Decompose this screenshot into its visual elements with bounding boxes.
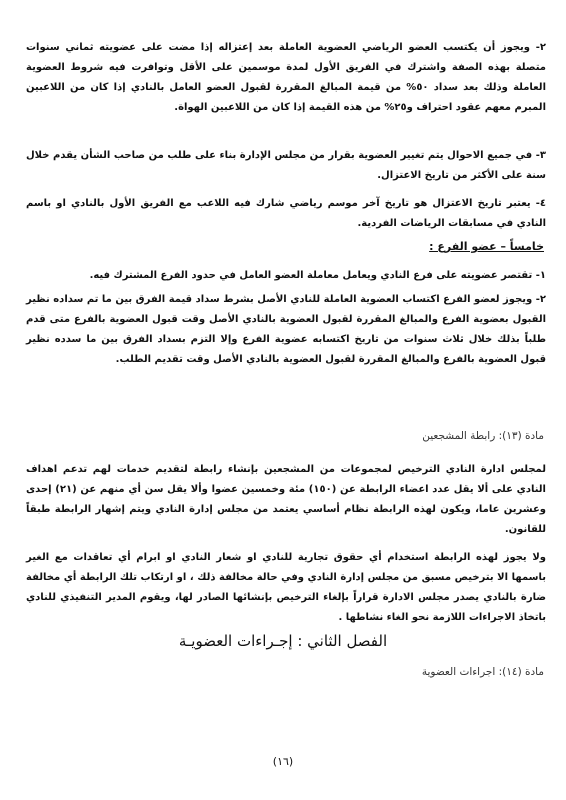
- membership-item-2: ٢- ويجوز أن يكتسب العضو الرياضي العضوية العاملة بعد إعتزاله إذا مضت على عضويته ثماني سنوات متصلة بهذه الصفة واشترك في الفريق الأول لمدة موسمين على الأقل وتوافرت فيه شروط العضوية العاملة وذلك بعد سداد ٥٠% من قيمة المبالغ المقررة لقبول العضو العامل بالنادي إذا كان من اللاعبين المبرم معهم عقود احتراف و٢٥% من هذه القيمة إذا كان من اللاعبين الهواة.: [26, 42, 546, 113]
- membership-item-3: ٣- في جميع الاحوال يتم تغيير العضوية بقرار من مجلس الإدارة بناء على طلب من صاحب الشأن يقدم خلال سنة على الأكثر من تاريخ الاعتزال.: [26, 150, 546, 181]
- article-13-paragraph-2: ولا يجوز لهذه الرابطة استخدام أي حقوق تجارية للنادي او شعار النادي او ابرام أي تعاقدات مع الغير باسمها الا بترخيص مسبق من مجلس إدارة النادي وفي حالة مخالفة ذلك ، او ارتكاب تلك الرابطة أي مخالفة ضارة بالنادي يصدر مجلس الادارة قراراً بإلغاء الترخيص بإنشائها الصادر لها، ويقوم المدير التنفيذي للنادي باتخاذ الاجراءات اللازمة نحو الغاء نشاطها .: [26, 552, 546, 623]
- membership-item-4: ٤- يعتبر تاريخ الاعتزال هو تاريخ آخر موسم رياضي شارك فيه اللاعب مع الفريق الأول بالنادي او باسم النادي في مسابقات الرياضات الفردية.: [26, 198, 546, 229]
- chapter-two-title: الفصل الثاني : إجـراءات العضويـة: [178, 632, 388, 650]
- branch-member-heading: خامساً – عضو الفرع :: [429, 240, 544, 253]
- article-14-title: مادة (١٤): اجراءات العضوية: [421, 666, 544, 678]
- branch-member-item-2: ٢- ويجوز لعضو الفرع اكتساب العضوية العاملة للنادي الأصل بشرط سداد قيمة الفرق بين ما تم سداده نظير القبول بعضوية الفرع والمبالغ المقررة لقبول العضوية بالنادي الأصل وقت قبول العضوية بالفرع متى قدم طلباً بذلك خلال ثلاث سنوات من تاريخ اكتسابه عضوية الفرع وإلا التزم بسداد الفرق بين ما سدده نظير قبول العضوية بالفرع والمبالغ المقررة لقبول العضوية بالنادي الأصل وقت تقديم الطلب.: [26, 294, 546, 365]
- article-13-title: مادة (١٣): رابطة المشجعين: [422, 430, 544, 442]
- article-13-paragraph-1: لمجلس ادارة النادي الترخيص لمجموعات من المشجعين بإنشاء رابطة لتقديم خدمات لهم تدعم اهداف النادي على ألا يقل عدد اعضاء الرابطة عن (١٥٠) مئة وخمسين عضوا وألا يقل سن أي منهم عن (٢١) إحدى وعشرين عاما، ويكون لهذه الرابطة نظام أساسي يعتمد من مجلس إدارة النادي ويتم إشهار الرابطة طبقاً للقانون.: [26, 464, 546, 535]
- branch-member-item-1: ١- تقتصر عضويته على فرع النادي ويعامل معاملة العضو العامل في حدود الفرع المشترك فيه.: [89, 270, 546, 281]
- page-number: (١٦): [272, 755, 294, 768]
